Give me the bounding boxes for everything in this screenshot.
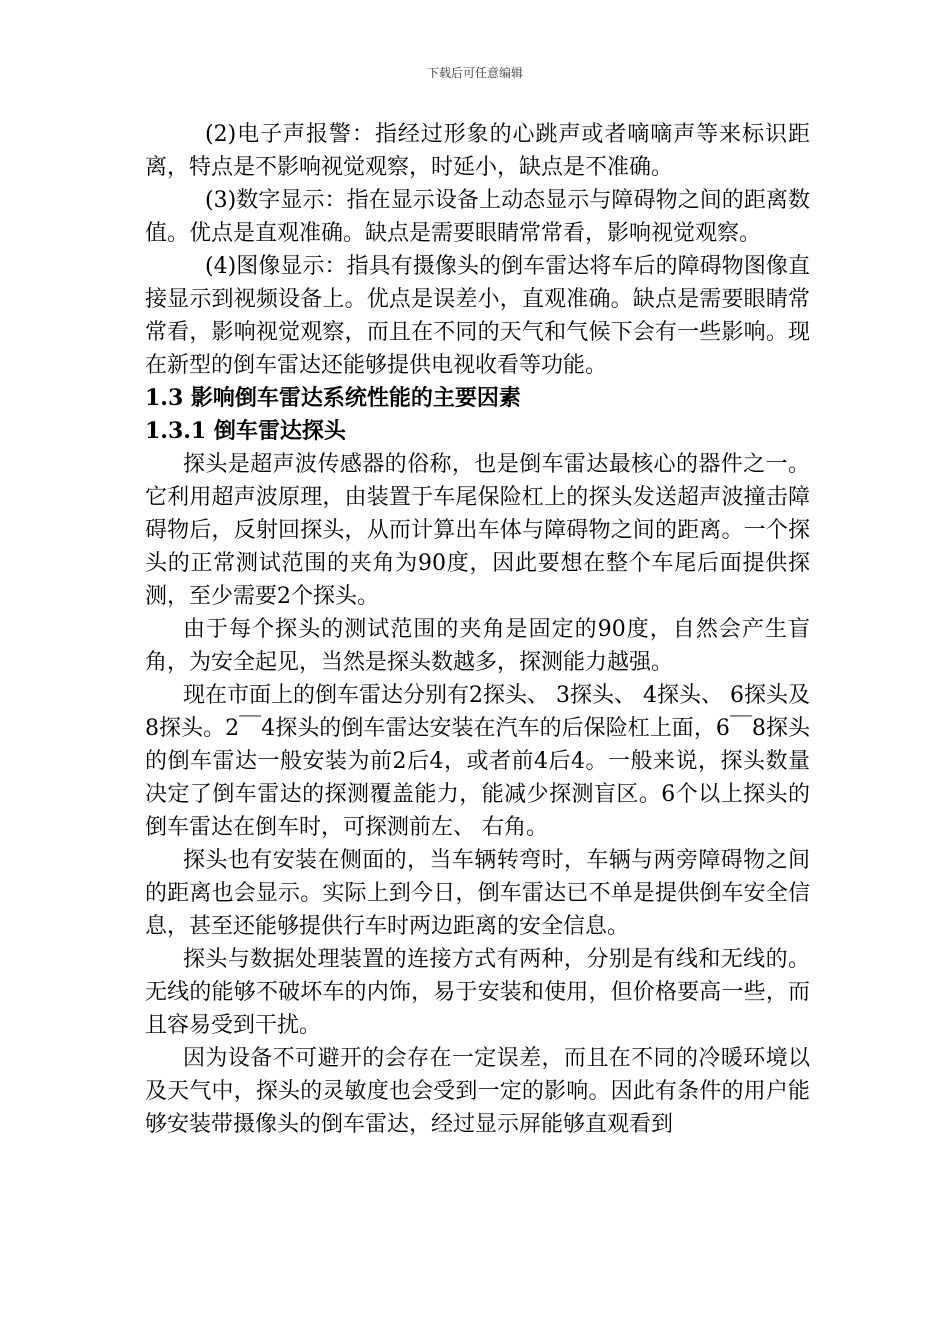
- section-heading-1-3-1: 1.3.1 倒车雷达探头: [145, 418, 346, 444]
- section-heading-1-3: 1.3 影响倒车雷达系统性能的主要因素: [145, 385, 521, 411]
- paragraph-side-probe: 探头也有安装在侧面的，当车辆转弯时，车辆与两旁障碍物之间的距离也会显示。实际上到今日，倒车雷达已不单是提供倒车安全信息，甚至还能够提供行车时两边距离的安全信息。: [145, 848, 810, 939]
- paragraph-blind-angle: 由于每个探头的测试范围的夹角是固定的90度，自然会产生盲角，为安全起见，当然是探头数越多，探测能力越强。: [145, 617, 810, 675]
- paragraph-digital-display: (3)数字显示：指在显示设备上动态显示与障碍物之间的距离数值。优点是直观准确。缺点是需要眼睛常常看，影响视觉观察。: [145, 188, 810, 246]
- paragraph-probe-count: 现在市面上的倒车雷达分别有2探头、 3探头、 4探头、 6探头及8探头。2￣4探头的倒车雷达安装在汽车的后保险杠上面，6￣8探头的倒车雷达一般安装为前2后4，或者前4后4。一般来说，探头数量决定了倒车雷达的探测覆盖能力，能减少探测盲区。6个以上探头的倒车雷达在倒车时，可探测前左、 右角。: [145, 683, 810, 840]
- page-header: 下载后可任意编辑: [426, 66, 523, 80]
- document-body: [145, 118, 810, 1141]
- paragraph-probe-intro: 探头是超声波传感器的俗称，也是倒车雷达最核心的器件之一。它利用超声波原理，由装置于车尾保险杠上的探头发送超声波撞击障碍物后，反射回探头，从而计算出车体与障碍物之间的距离。一个探头的正常测试范围的夹角为90度，因此要想在整个车尾后面提供探测，至少需要2个探头。: [145, 452, 810, 609]
- paragraph-connection: 探头与数据处理装置的连接方式有两种，分别是有线和无线的。无线的能够不破坏车的内饰，易于安装和使用，但价格要高一些，而且容易受到干扰。: [145, 947, 810, 1038]
- paragraph-error: 因为设备不可避开的会存在一定误差，而且在不同的冷暖环境以及天气中，探头的灵敏度也会受到一定的影响。因此有条件的用户能够安装带摄像头的倒车雷达，经过显示屏能够直观看到: [145, 1046, 810, 1137]
- paragraph-image-display: (4)图像显示：指具有摄像头的倒车雷达将车后的障碍物图像直接显示到视频设备上。优点是误差小，直观准确。缺点是需要眼睛常常看，影响视觉观察，而且在不同的天气和气候下会有一些影响。现在新型的倒车雷达还能够提供电视收看等功能。: [145, 254, 810, 378]
- paragraph-electronic-alarm: (2)电子声报警：指经过形象的心跳声或者嘀嘀声等来标识距离，特点是不影响视觉观察，时延小，缺点是不准确。: [145, 122, 810, 180]
